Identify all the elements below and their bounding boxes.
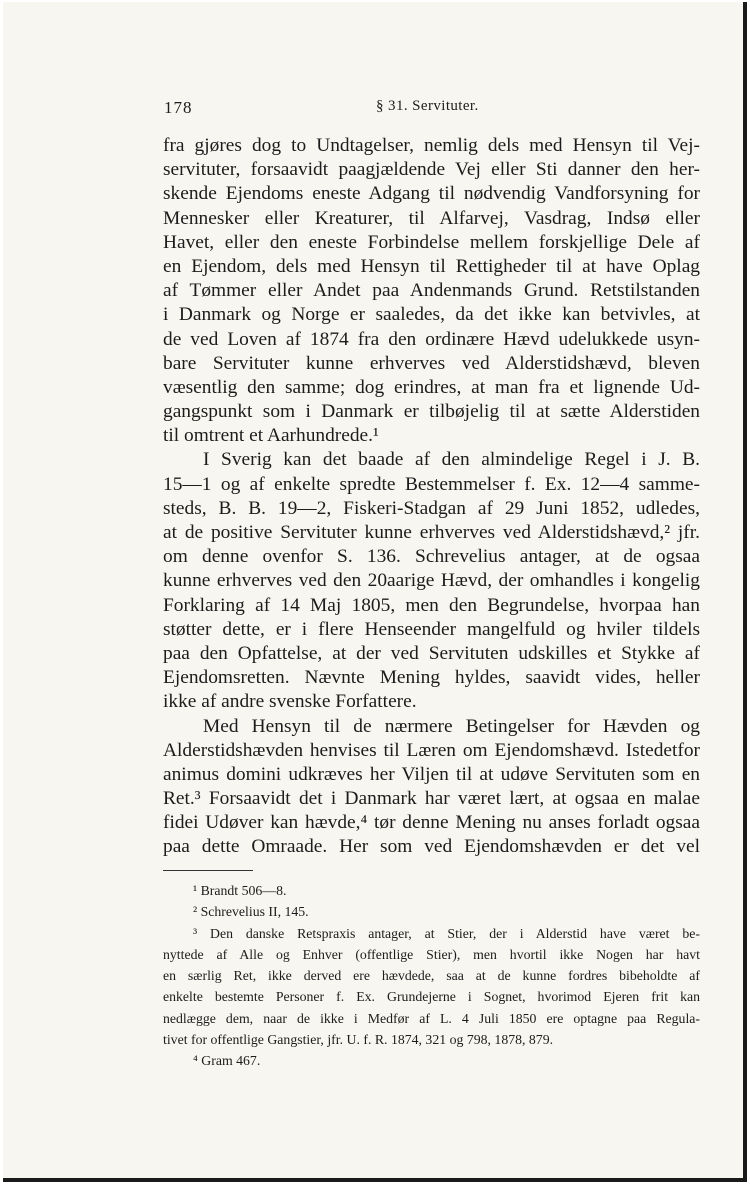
- text-line: at de positive Servituter kunne erhverves ved Alderstidshævd,² jfr.: [163, 522, 700, 543]
- text-line: i Danmark og Norge er saaledes, da det ikke kan betvivles, at: [163, 304, 700, 326]
- footnote-line: tivet for offentlige Gangstier, jfr. U. f. R. 1874, 321 og 798, 1878, 879.: [163, 1032, 554, 1048]
- page-number: 178: [164, 98, 193, 117]
- footnote-line: nedlægge dem, naar de ikke i Medfør af L. 4 Juli 1850 ere optagne paa Regula-: [163, 1010, 700, 1026]
- text-line: paa dette Omraade. Her som ved Ejendomshævden er det vel: [163, 836, 700, 858]
- footnote: ³ Den danske Retspraxis antager, at Stier, der i Alderstid have været be-: [193, 925, 700, 941]
- footnote-line: nyttede af Alle og Enhver (offentlige Stier), men hvortil ikke Nogen har havt: [163, 946, 700, 962]
- text-line: Havet, eller den eneste Forbindelse mellem forskjellige Dele af: [163, 231, 700, 253]
- text-line: kunne erhverves ved den 20aarige Hævd, der omhandles i kongelig: [163, 570, 700, 592]
- text-line: steds, B. B. 19—2, Fiskeri-Stadgan af 29 Juni 1852, udledes,: [163, 497, 700, 519]
- text-line: servituter, forsaavidt paagjældende Vej eller Sti danner den her-: [163, 159, 700, 181]
- running-title: § 31. Servituter.: [376, 98, 479, 114]
- footnote-divider: [163, 870, 253, 871]
- text-line: til omtrent et Aarhundrede.¹: [163, 425, 379, 447]
- footnote: ⁴ Gram 467.: [193, 1053, 261, 1069]
- text-line: gangspunkt som i Danmark er tilbøjelig til at sætte Alderstiden: [163, 401, 700, 423]
- footnote: ¹ Brandt 506—8.: [193, 883, 287, 898]
- text-line: paa den Opfattelse, at der ved Servituten udskilles et Stykke af: [163, 642, 700, 664]
- paragraph-start: Med Hensyn til de nærmere Betingelser for Hævden og: [203, 715, 700, 737]
- text-line: støtter dette, er i flere Henseender mangelfuld og hviler tildels: [163, 618, 700, 640]
- text-line: 15—1 og af enkelte spredte Bestemmelser f. Ex. 12—4 samme-: [163, 473, 700, 495]
- footnote-line: en særlig Ret, ikke derved ere hævdede, saa at de kunne fordres bibeholdte af: [163, 968, 700, 984]
- text-line: Mennesker eller Kreaturer, til Alfarvej, Vasdrag, Indsø eller: [163, 207, 700, 229]
- text-line: Ret.³ Forsaavidt det i Danmark har været lært, at ogsaa en malae: [163, 788, 700, 810]
- text-line: Ejendomsretten. Nævnte Mening hyldes, saavidt vides, heller: [163, 667, 700, 689]
- text-line: Forklaring af 14 Maj 1805, men den Begrundelse, hvorpaa han: [163, 594, 700, 616]
- body-text: [163, 134, 700, 860]
- text-line: fra gjøres dog to Undtagelser, nemlig dels med Hensyn til Vej-: [163, 135, 700, 156]
- text-line: ikke af andre svenske Forfattere.: [163, 691, 417, 713]
- footnotes: [163, 880, 700, 1072]
- text-line: animus domini udkræves her Viljen til at udøve Servituten som en: [163, 763, 700, 785]
- text-line: Alderstidshævden henvises til Læren om Ejendomshævd. Istedetfor: [163, 739, 700, 761]
- book-page: [3, 2, 747, 1182]
- page-header: [158, 98, 703, 122]
- text-line: skende Ejendoms eneste Adgang til nødvendig Vandforsyning for: [163, 183, 700, 205]
- text-line: væsentlig den samme; dog erindres, at man fra et lignende Ud-: [163, 376, 700, 398]
- text-line: en Ejendom, dels med Hensyn til Rettigheder til at have Oplag: [163, 255, 700, 277]
- text-line: af Tømmer eller Andet paa Andenmands Grund. Retstilstanden: [163, 280, 700, 302]
- text-line: de ved Loven af 1874 fra den ordinære Hævd udelukkede usyn-: [163, 328, 700, 350]
- text-line: bare Servituter kunne erhverves ved Alderstidshævd, bleven: [163, 352, 700, 374]
- footnote-line: enkelte bestemte Personer f. Ex. Grundejerne i Sognet, hvorimod Ejeren frit kan: [163, 989, 700, 1005]
- paragraph-start: I Sverig kan det baade af den almindelige Regel i J. B.: [203, 449, 700, 471]
- text-line: om denne ovenfor S. 136. Schrevelius antager, at de ogsaa: [163, 546, 700, 568]
- footnote: ² Schrevelius II, 145.: [193, 904, 309, 920]
- text-line: fidei Udøver kan hævde,⁴ tør denne Mening nu anses forladt ogsaa: [163, 812, 700, 834]
